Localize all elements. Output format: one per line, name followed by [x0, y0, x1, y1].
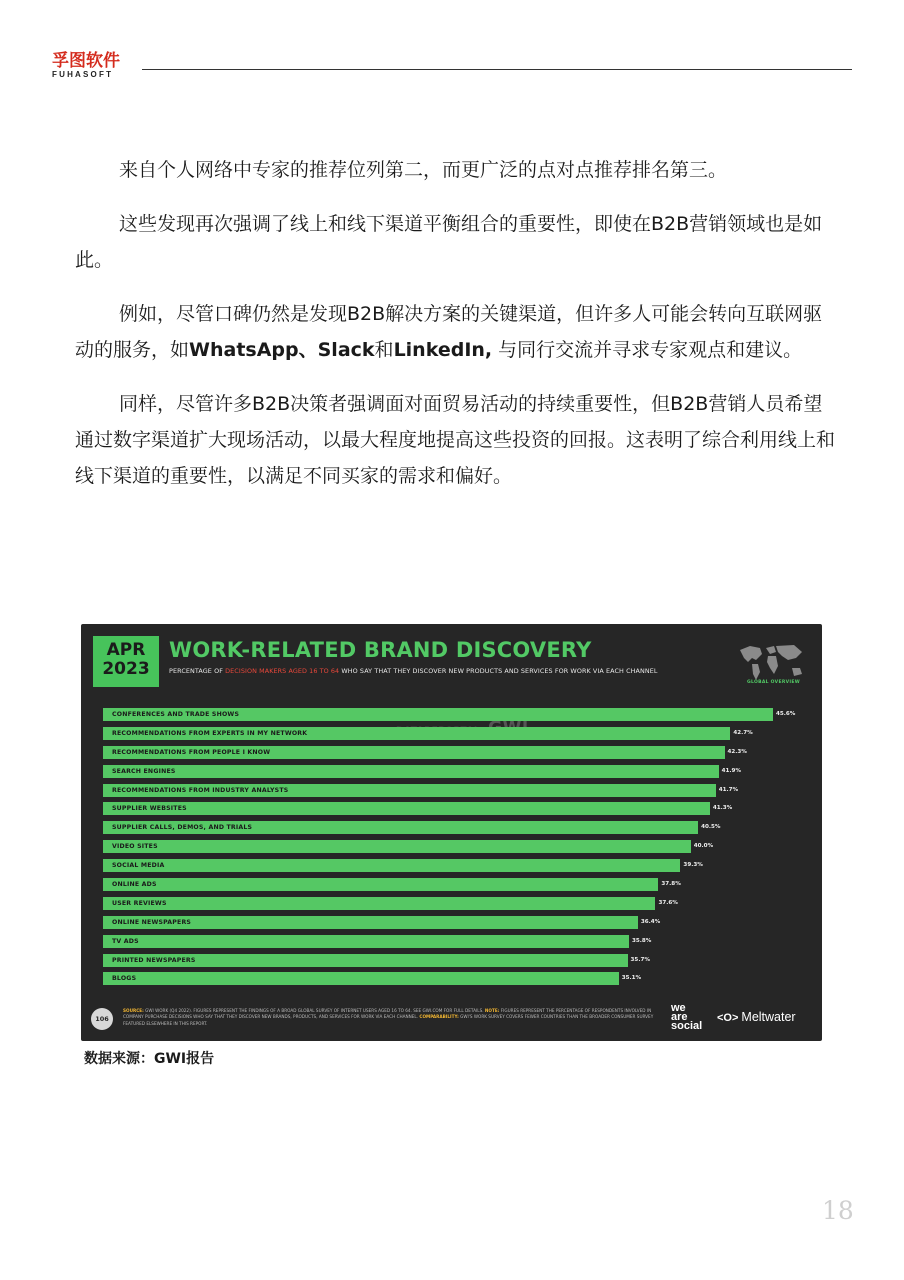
bar-label: USER REVIEWS: [112, 899, 167, 907]
text-segment: 和: [374, 339, 394, 361]
subtitle-highlight: DECISION MAKERS AGED 16 TO 64: [225, 667, 340, 675]
date-month: APR: [106, 640, 146, 660]
bar-row: [103, 765, 803, 778]
meltwater-icon: <O>: [717, 1012, 739, 1024]
subtitle-post: WHO SAY THAT THEY DISCOVER NEW PRODUCTS AND SERVICES FOR WORK VIA EACH CHANNEL: [339, 667, 658, 675]
bar-row: [103, 746, 803, 759]
bar-chart: [103, 708, 803, 991]
text-segment: 例如，尽管口碑仍然是发现B2B解决方案的关键渠道，但许多人可能会转向互联网驱动的服务，如: [75, 303, 823, 361]
bar-value-label: 41.7%: [718, 786, 739, 793]
bar-label: TV ADS: [112, 937, 139, 945]
bar: [103, 972, 619, 985]
bar-value-label: 41.9%: [721, 767, 742, 774]
bar-row: [103, 897, 803, 910]
bar: [103, 840, 691, 853]
was-line-3: social: [671, 1020, 703, 1032]
bar-row: [103, 727, 803, 740]
bar-value-label: 41.3%: [712, 805, 733, 812]
map-label: GLOBAL OVERVIEW: [747, 680, 800, 685]
bar-label: PRINTED NEWSPAPERS: [112, 956, 196, 964]
bar-value-label: 40.5%: [701, 824, 721, 831]
bar-label: SUPPLIER WEBSITES: [112, 805, 187, 813]
bar-row: [103, 802, 803, 815]
company-logo: [52, 52, 120, 79]
we-are-social-logo: [671, 1004, 702, 1031]
chart-slide: [81, 624, 822, 1041]
bar: [103, 897, 655, 910]
bar-row: [103, 859, 803, 872]
bar-label: VIDEO SITES: [112, 843, 158, 851]
source-note: [123, 1008, 663, 1027]
bar-row: [103, 935, 803, 948]
bar-value-label: 40.0%: [693, 843, 714, 850]
page-header: [52, 52, 852, 82]
logo-english: FUHASOFT: [52, 70, 114, 79]
source-text: GWI WORK (Q4 2022). FIGURES REPRESENT THE FINDINGS OF A BROAD GLOBAL SURVEY OF INTERNET USERS AGED 16 TO 64. SEE GWI.COM FOR FULL DETAILS.: [143, 1008, 485, 1013]
meltwater-text: Meltwater: [741, 1010, 796, 1024]
bar-label: ONLINE NEWSPAPERS: [112, 918, 192, 926]
bar-row: [103, 821, 803, 834]
header-divider: [142, 69, 852, 70]
date-year: 2023: [102, 659, 150, 679]
bar-value-label: 42.7%: [733, 729, 753, 736]
bar-row: [103, 840, 803, 853]
bar: [103, 935, 629, 948]
bar-row: [103, 954, 803, 967]
bar-value-label: 37.6%: [658, 899, 678, 906]
bar: [103, 765, 719, 778]
note-text: FIGURES REPRESENT THE PERCENTAGE OF RESPONDENTS INVOLVED IN COMPANY PURCHASE DECISIONS WHO SAY THAT THEY DISCOVER NEW BRANDS, PRODUCTS, AND SERVICES FOR WORK VIA EACH CHANNEL.: [123, 1008, 652, 1020]
paragraph: [75, 296, 835, 368]
comparability-label: COMPARABILITY:: [419, 1014, 459, 1020]
bar: [103, 802, 710, 815]
world-map-icon: [736, 640, 806, 684]
chart-title: WORK-RELATED BRAND DISCOVERY: [169, 638, 592, 662]
bar-label: SEARCH ENGINES: [112, 767, 176, 775]
bar-label: ONLINE ADS: [112, 881, 157, 889]
bar-label: RECOMMENDATIONS FROM EXPERTS IN MY NETWORK: [112, 729, 308, 737]
meltwater-logo: [717, 1010, 796, 1024]
bar-row: [103, 784, 803, 797]
paragraph: [75, 152, 835, 188]
bold-text: LinkedIn,: [393, 339, 493, 361]
bar-label: SUPPLIER CALLS, DEMOS, AND TRIALS: [112, 824, 253, 832]
date-badge: [93, 636, 159, 687]
bar: [103, 878, 658, 891]
bar-value-label: 45.6%: [776, 711, 796, 717]
bar-row: [103, 708, 803, 721]
chart-subtitle: [169, 667, 658, 675]
bar-value-label: 42.3%: [727, 748, 747, 755]
text-segment: 这些发现再次强调了线上和线下渠道平衡组合的重要性，即使在B2B营销领域也是如此。: [75, 213, 823, 271]
bar-value-label: 35.8%: [632, 937, 652, 944]
bar-value-label: 35.7%: [630, 956, 650, 963]
bar-label: BLOGS: [112, 975, 137, 983]
text-segment: 同样，尽管许多B2B决策者强调面对面贸易活动的持续重要性，但B2B营销人员希望通过数字渠道扩大现场活动，以最大程度地提高这些投资的回报。这表明了综合利用线上和线下渠道的重要性，以满足不同买家的需求和偏好。: [75, 393, 836, 487]
slide-number-badge: 106: [91, 1008, 113, 1030]
bar-row: [103, 878, 803, 891]
subtitle-pre: PERCENTAGE OF: [169, 667, 226, 675]
bar-value-label: 39.3%: [683, 862, 703, 869]
bar-row: [103, 916, 803, 929]
body-text: [75, 152, 835, 512]
note-label: NOTE:: [484, 1008, 500, 1013]
paragraph: [75, 206, 835, 278]
text-segment: 与同行交流并寻求专家观点和建议。: [492, 339, 803, 361]
was-line-1: we: [671, 1002, 686, 1014]
logo-chinese: 孚图软件: [52, 51, 120, 71]
comparability-text: GWI'S WORK SURVEY COVERS FEWER COUNTRIES THAN THE BROADER CONSUMER SURVEY FEATURED ELSEWHERE IN THIS REPORT.: [123, 1014, 654, 1026]
bar-label: RECOMMENDATIONS FROM PEOPLE I KNOW: [112, 748, 271, 756]
bar-row: [103, 972, 803, 985]
bar-label: CONFERENCES AND TRADE SHOWS: [112, 711, 240, 718]
bar-label: RECOMMENDATIONS FROM INDUSTRY ANALYSTS: [112, 786, 289, 794]
bar-label: SOCIAL MEDIA: [112, 862, 165, 870]
bar-value-label: 35.1%: [621, 975, 642, 982]
source-label: SOURCE:: [123, 1008, 144, 1013]
was-line-2: are: [671, 1011, 688, 1023]
text-segment: 来自个人网络中专家的推荐位列第二，而更广泛的点对点推荐排名第三。: [119, 159, 728, 181]
page-number: 18: [822, 1196, 854, 1225]
figure-caption: 数据来源：GWI报告: [84, 1051, 215, 1067]
bar-value-label: 37.8%: [661, 881, 681, 888]
bold-text: WhatsApp、Slack: [189, 339, 375, 361]
bar-value-label: 36.4%: [640, 918, 661, 925]
bar: [103, 859, 680, 872]
paragraph: [75, 386, 835, 494]
